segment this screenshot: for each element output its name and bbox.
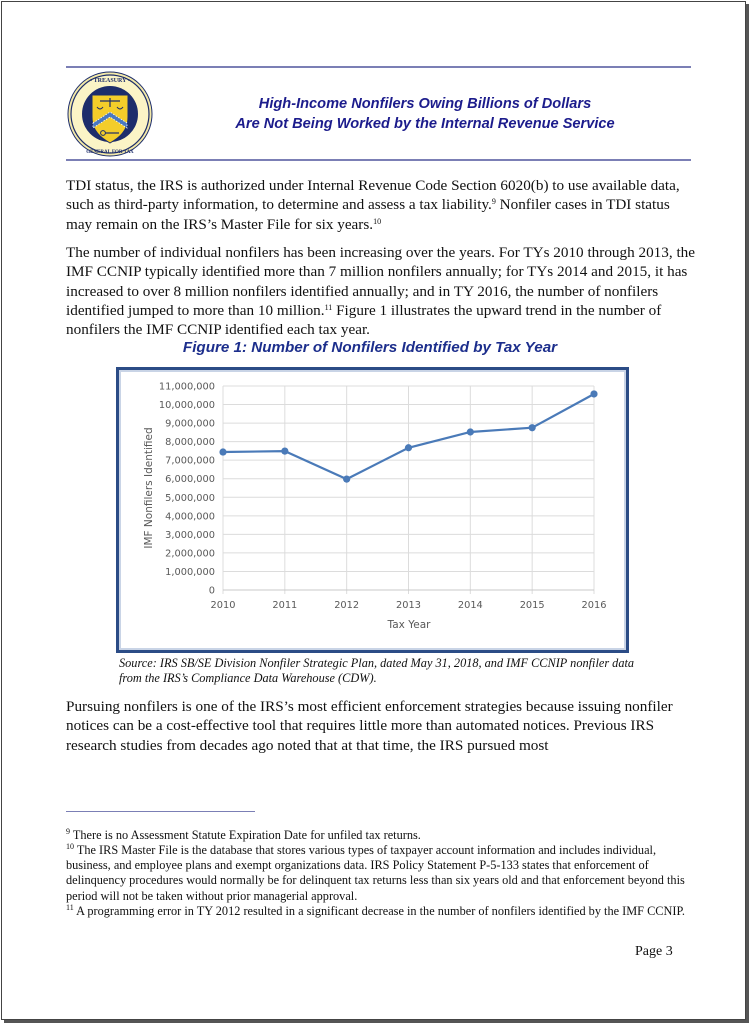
y-tick-label: 10,000,000	[158, 400, 215, 412]
footnote-separator	[66, 811, 255, 812]
footnote-text: There is no Assessment Statute Expiration Date for unfiled tax returns.	[70, 828, 421, 842]
svg-text:• TREASURY •: • TREASURY •	[90, 78, 130, 84]
y-tick-label: 5,000,000	[165, 492, 215, 504]
footnote-10	[66, 843, 696, 904]
footnote-ref-9[interactable]: 9	[491, 197, 496, 207]
y-tick-label: 11,000,000	[158, 381, 215, 393]
figure-title: Figure 1: Number of Nonfilers Identified by Tax Year	[182, 339, 558, 356]
y-axis-tick-labels	[159, 382, 215, 597]
y-tick-label: 6,000,000	[165, 474, 215, 486]
report-title-line-2: Are Not Being Worked by the Internal Revenue Service	[235, 116, 615, 132]
data-point	[219, 448, 226, 455]
y-tick-label: 2,000,000	[165, 548, 215, 560]
svg-text:GENERAL FOR TAX: GENERAL FOR TAX	[86, 150, 134, 155]
footnote-text: The IRS Master File is the database that stores various types of taxpayer account information and includes individual, business, and employee plans and exempt organizations data. IRS Policy Statement P-5-133 states that enforcement of delinquency procedures would normally be for delinquent tax returns less than six years old and that enforcement beyond this period will not be taken without prior managerial approval.	[66, 843, 685, 903]
y-tick-label: 0	[208, 585, 215, 597]
x-tick-label: 2010	[210, 600, 236, 611]
x-tick-label: 2013	[396, 600, 421, 611]
y-tick-label: 4,000,000	[165, 511, 215, 523]
x-tick-label: 2012	[334, 600, 360, 611]
footnote-11	[66, 904, 696, 919]
paragraph-text: The number of individual nonfilers has been increasing over the years. For TYs 2010 through 2013, the IMF CCNIP typically identified more than 7 million nonfilers annually; for TYs 2014 and 2015, it has increased to over 8 million nonfilers identified annually; and in TY 2016, the number of nonfilers identified jumped to more than 10 million.	[66, 244, 696, 319]
y-tick-label: 1,000,000	[165, 566, 215, 578]
x-axis-tick-labels	[211, 600, 607, 611]
y-tick-label: 8,000,000	[165, 437, 215, 449]
x-tick-label: 2015	[519, 600, 545, 611]
data-point	[590, 390, 597, 397]
data-point	[405, 444, 412, 451]
x-tick-label: 2011	[272, 600, 298, 611]
footnote-9	[66, 828, 696, 843]
page-number: Page 3	[635, 944, 673, 959]
footnote-number: 10	[66, 842, 74, 851]
data-point	[529, 424, 536, 431]
y-tick-label: 3,000,000	[165, 529, 215, 541]
data-point	[467, 428, 474, 435]
x-tick-label: 2014	[457, 600, 483, 611]
footnote-ref-10[interactable]: 10	[373, 216, 382, 226]
paragraph-text: TDI status, the IRS is authorized under Internal Revenue Code Section 6020(b) to use available data, such as third-party information, to determine and assess a tax liability.	[66, 177, 680, 214]
footnote-ref-11[interactable]: 11	[324, 302, 333, 312]
paragraph-pursuing-nonfilers: Pursuing nonfilers is one of the IRS’s most efficient enforcement strategies because issuing nonfiler notices can be a cost-effective tool that requires little more than automated notices. Previous IRS research studies from decades ago noted that at that time, the IRS pursued most	[66, 698, 673, 754]
chart-gridlines	[223, 386, 594, 594]
footnote-text: A programming error in TY 2012 resulted in a significant decrease in the number of nonfilers identified by the IMF CCNIP.	[73, 904, 686, 918]
paragraph-text: Figure 1 illustrates the upward trend in the number of nonfilers the IMF CCNIP identified each tax year.	[66, 301, 662, 339]
x-axis-label: Tax Year	[387, 619, 431, 631]
paragraph-text: Nonfiler cases in TDI status may remain on the IRS’s Master File for six years.	[66, 196, 670, 233]
y-axis-label: IMF Nonfilers Identified	[143, 427, 155, 549]
y-tick-label: 7,000,000	[165, 455, 215, 467]
y-tick-label: 9,000,000	[165, 418, 215, 430]
footnote-number: 11	[66, 903, 74, 912]
data-point	[281, 447, 288, 454]
report-title-line-1: High-Income Nonfilers Owing Billions of Dollars	[258, 96, 592, 112]
data-point	[343, 475, 350, 482]
x-tick-label: 2016	[581, 600, 607, 611]
footnote-number: 9	[66, 827, 70, 836]
figure-source-note: Source: IRS SB/SE Division Nonfiler Strategic Plan, dated May 31, 2018, and IMF CCNIP nonfiler data from the IRS’s Compliance Data Warehouse (CDW).	[119, 656, 635, 685]
